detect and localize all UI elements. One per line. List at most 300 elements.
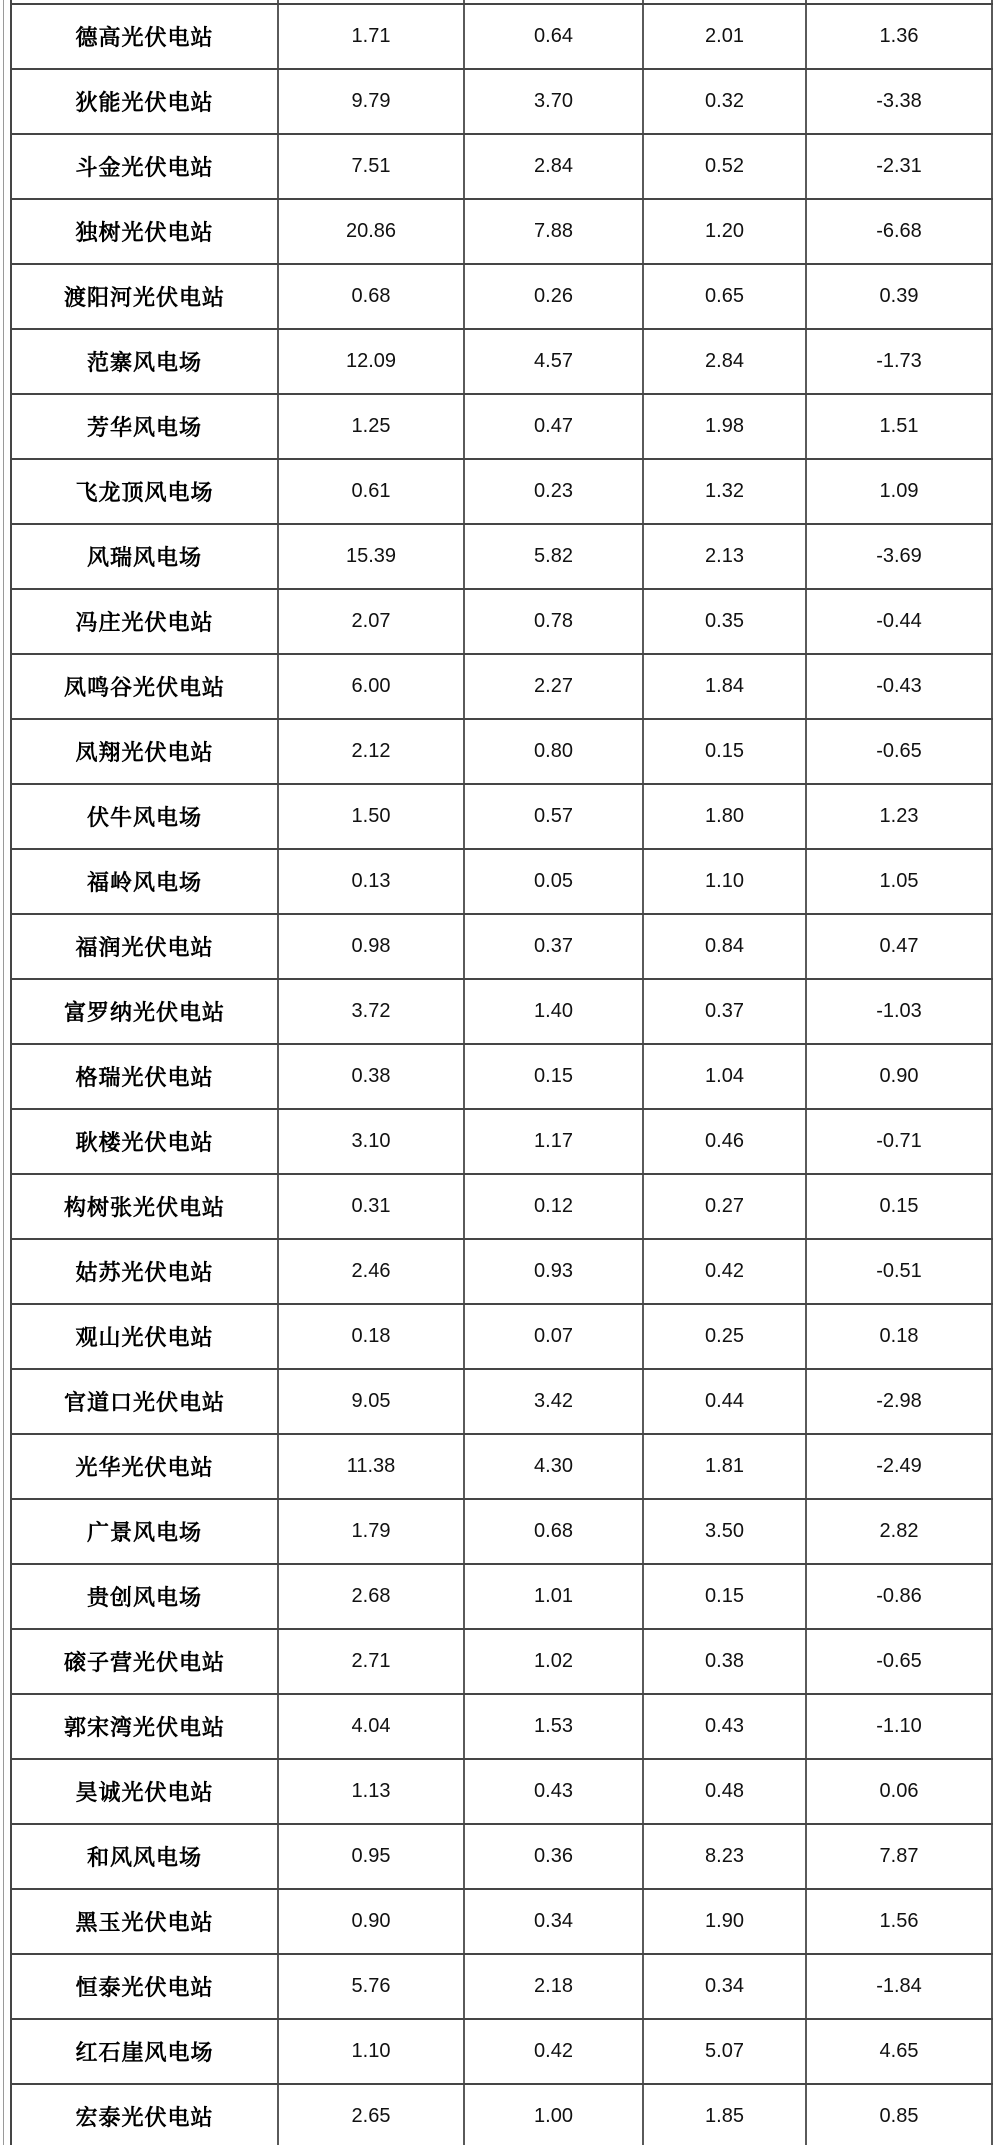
station-name-cell: 富罗纳光伏电站 bbox=[12, 980, 279, 1043]
value-cell bbox=[807, 0, 993, 3]
value-cell bbox=[807, 720, 993, 783]
value-text: 0.35 bbox=[705, 610, 744, 632]
station-name-cell: 观山光伏电站 bbox=[12, 1305, 279, 1368]
value-text: 0.32 bbox=[705, 90, 744, 112]
value-text: 0.34 bbox=[705, 1975, 744, 1997]
station-name-cell: 恒泰光伏电站 bbox=[12, 1955, 279, 2018]
value-text: 2.12 bbox=[351, 740, 391, 762]
value-cell bbox=[644, 655, 807, 718]
value-cell bbox=[807, 850, 993, 913]
value-text: 1.56 bbox=[879, 1910, 919, 1932]
value-cell bbox=[644, 785, 807, 848]
station-name-cell: 斗金光伏电站 bbox=[12, 135, 279, 198]
station-name-cell: 风瑞风电场 bbox=[12, 525, 279, 588]
value-text: 0.26 bbox=[534, 285, 573, 307]
value-text: 4.30 bbox=[534, 1455, 573, 1477]
value-text: 12.09 bbox=[345, 350, 397, 372]
table-row bbox=[12, 1175, 993, 1240]
value-text: 1.17 bbox=[534, 1130, 573, 1152]
station-name-cell: 宏泰光伏电站 bbox=[12, 2085, 279, 2145]
value-cell bbox=[279, 1045, 465, 1108]
value-cell bbox=[279, 720, 465, 783]
value-text: 1.23 bbox=[879, 805, 919, 827]
value-cell bbox=[465, 850, 644, 913]
value-text: 5.82 bbox=[534, 545, 573, 567]
value-cell bbox=[644, 460, 807, 523]
value-text: 0.39 bbox=[879, 285, 919, 307]
station-name-cell: 官道口光伏电站 bbox=[12, 1370, 279, 1433]
value-text: 0.42 bbox=[705, 1260, 744, 1282]
table-row bbox=[12, 590, 993, 655]
value-text: 1.40 bbox=[534, 1000, 573, 1022]
value-text: 0.15 bbox=[879, 1195, 919, 1217]
value-cell bbox=[465, 200, 644, 263]
table-row bbox=[12, 2020, 993, 2085]
value-text: 0.06 bbox=[879, 1780, 919, 1802]
value-text: 3.10 bbox=[351, 1130, 391, 1152]
station-data-table bbox=[10, 0, 993, 2145]
value-text: -0.44 bbox=[876, 610, 922, 632]
value-cell bbox=[279, 1760, 465, 1823]
value-cell bbox=[807, 1630, 993, 1693]
table-row bbox=[12, 915, 993, 980]
value-text: -3.38 bbox=[876, 90, 922, 112]
value-text: 0.15 bbox=[705, 1585, 744, 1607]
value-cell bbox=[807, 1695, 993, 1758]
value-text: 7.88 bbox=[534, 220, 573, 242]
value-cell bbox=[465, 135, 644, 198]
station-name-cell: 光华光伏电站 bbox=[12, 1435, 279, 1498]
value-cell bbox=[644, 330, 807, 393]
value-text: 1.51 bbox=[879, 415, 919, 437]
value-text: 0.68 bbox=[351, 285, 391, 307]
value-text: 0.18 bbox=[351, 1325, 391, 1347]
table-row bbox=[12, 70, 993, 135]
value-cell bbox=[807, 1370, 993, 1433]
value-cell bbox=[807, 590, 993, 653]
value-text: 0.31 bbox=[351, 1195, 391, 1217]
value-cell bbox=[279, 525, 465, 588]
value-text: 0.95 bbox=[351, 1845, 391, 1867]
table-row bbox=[12, 1240, 993, 1305]
value-text: 1.80 bbox=[705, 805, 744, 827]
value-cell bbox=[807, 525, 993, 588]
value-text: 0.68 bbox=[534, 1520, 573, 1542]
table-row bbox=[12, 1955, 993, 2020]
value-cell bbox=[807, 1890, 993, 1953]
value-text: 2.71 bbox=[351, 1650, 391, 1672]
value-cell bbox=[465, 785, 644, 848]
value-text: 0.47 bbox=[879, 935, 919, 957]
value-cell bbox=[465, 2020, 644, 2083]
value-cell bbox=[465, 1045, 644, 1108]
value-text: -2.49 bbox=[876, 1455, 922, 1477]
value-text: 0.15 bbox=[534, 1065, 573, 1087]
value-cell bbox=[807, 1110, 993, 1173]
value-cell bbox=[807, 785, 993, 848]
value-cell bbox=[465, 525, 644, 588]
value-cell bbox=[279, 1630, 465, 1693]
station-name-cell: 芳华风电场 bbox=[12, 395, 279, 458]
value-text: 1.05 bbox=[879, 870, 919, 892]
value-text: 2.84 bbox=[534, 155, 573, 177]
station-name-cell: 冯庄光伏电站 bbox=[12, 590, 279, 653]
value-cell bbox=[807, 200, 993, 263]
value-text: 0.38 bbox=[351, 1065, 391, 1087]
value-text: -1.03 bbox=[876, 1000, 922, 1022]
value-cell bbox=[807, 135, 993, 198]
value-cell bbox=[644, 1565, 807, 1628]
value-cell bbox=[465, 720, 644, 783]
value-cell bbox=[807, 70, 993, 133]
value-cell bbox=[644, 135, 807, 198]
value-cell bbox=[644, 5, 807, 68]
value-text: 2.01 bbox=[705, 25, 744, 47]
value-cell bbox=[279, 70, 465, 133]
value-cell bbox=[279, 1110, 465, 1173]
value-text: 0.36 bbox=[534, 1845, 573, 1867]
value-cell bbox=[807, 980, 993, 1043]
table-row bbox=[12, 980, 993, 1045]
value-text: 0.13 bbox=[351, 870, 391, 892]
station-name-cell: 广景风电场 bbox=[12, 1500, 279, 1563]
value-cell bbox=[807, 655, 993, 718]
table-row bbox=[12, 5, 993, 70]
value-cell bbox=[644, 590, 807, 653]
value-cell bbox=[465, 1630, 644, 1693]
value-cell bbox=[279, 395, 465, 458]
value-cell bbox=[644, 265, 807, 328]
value-cell bbox=[644, 2085, 807, 2145]
value-cell bbox=[465, 0, 644, 3]
station-name-cell: 构树张光伏电站 bbox=[12, 1175, 279, 1238]
station-name-cell: 和风风电场 bbox=[12, 1825, 279, 1888]
value-text: 2.68 bbox=[351, 1585, 391, 1607]
value-text: 1.79 bbox=[351, 1520, 391, 1542]
value-text: 0.90 bbox=[879, 1065, 919, 1087]
value-cell bbox=[807, 1240, 993, 1303]
value-text: -1.84 bbox=[876, 1975, 922, 1997]
value-cell bbox=[644, 720, 807, 783]
value-cell bbox=[807, 2020, 993, 2083]
table-row bbox=[12, 2085, 993, 2145]
value-cell bbox=[279, 460, 465, 523]
value-cell bbox=[644, 1435, 807, 1498]
value-cell bbox=[807, 1435, 993, 1498]
value-cell bbox=[279, 1890, 465, 1953]
value-cell bbox=[279, 265, 465, 328]
value-cell bbox=[465, 915, 644, 978]
value-text: 1.10 bbox=[705, 870, 744, 892]
station-name-cell: 耿楼光伏电站 bbox=[12, 1110, 279, 1173]
value-text: -0.65 bbox=[876, 740, 922, 762]
station-name-cell: 狄能光伏电站 bbox=[12, 70, 279, 133]
value-cell bbox=[644, 200, 807, 263]
value-cell bbox=[279, 1370, 465, 1433]
value-cell bbox=[644, 2020, 807, 2083]
value-cell bbox=[644, 525, 807, 588]
value-text: 0.37 bbox=[705, 1000, 744, 1022]
value-cell bbox=[644, 850, 807, 913]
value-cell bbox=[279, 1175, 465, 1238]
value-text: 1.71 bbox=[351, 25, 391, 47]
value-text: 0.27 bbox=[705, 1195, 744, 1217]
value-text: 3.70 bbox=[534, 90, 573, 112]
value-cell bbox=[644, 70, 807, 133]
value-cell bbox=[465, 265, 644, 328]
value-cell bbox=[807, 1825, 993, 1888]
value-text: 3.72 bbox=[351, 1000, 391, 1022]
value-text: 0.25 bbox=[705, 1325, 744, 1347]
value-text: 3.50 bbox=[705, 1520, 744, 1542]
value-cell bbox=[465, 1500, 644, 1563]
table-row bbox=[12, 1045, 993, 1110]
value-cell bbox=[465, 1825, 644, 1888]
value-cell bbox=[465, 1955, 644, 2018]
table-row bbox=[12, 1500, 993, 1565]
value-text: -2.98 bbox=[876, 1390, 922, 1412]
value-text: 0.15 bbox=[705, 740, 744, 762]
table-row bbox=[12, 265, 993, 330]
value-text: 20.86 bbox=[345, 220, 397, 242]
value-text: 0.44 bbox=[705, 1390, 744, 1412]
value-cell bbox=[807, 330, 993, 393]
value-cell bbox=[644, 1760, 807, 1823]
value-text: 0.57 bbox=[534, 805, 573, 827]
value-cell bbox=[279, 980, 465, 1043]
value-text: 0.48 bbox=[705, 1780, 744, 1802]
value-text: -0.71 bbox=[876, 1130, 922, 1152]
value-cell bbox=[465, 655, 644, 718]
value-cell bbox=[465, 1370, 644, 1433]
value-cell bbox=[807, 2085, 993, 2145]
value-cell bbox=[644, 1370, 807, 1433]
station-name-cell: 磙子营光伏电站 bbox=[12, 1630, 279, 1693]
table-row bbox=[12, 1370, 993, 1435]
table-row bbox=[12, 135, 993, 200]
value-cell bbox=[807, 1565, 993, 1628]
value-cell bbox=[279, 590, 465, 653]
station-name-cell: 格瑞光伏电站 bbox=[12, 1045, 279, 1108]
value-text: 1.10 bbox=[351, 2040, 391, 2062]
value-text: -3.69 bbox=[876, 545, 922, 567]
value-cell bbox=[279, 1500, 465, 1563]
value-cell bbox=[465, 1175, 644, 1238]
value-text: 1.01 bbox=[534, 1585, 573, 1607]
value-cell bbox=[644, 395, 807, 458]
value-cell bbox=[279, 1565, 465, 1628]
value-text: 2.27 bbox=[534, 675, 573, 697]
sheet-edge-line bbox=[3, 0, 4, 2145]
value-cell bbox=[279, 1695, 465, 1758]
value-text: 1.32 bbox=[705, 480, 744, 502]
value-text: 1.90 bbox=[705, 1910, 744, 1932]
value-text: 7.51 bbox=[351, 155, 391, 177]
table-row bbox=[12, 1565, 993, 1630]
value-cell bbox=[279, 1305, 465, 1368]
value-text: 2.65 bbox=[351, 2105, 391, 2127]
value-cell bbox=[279, 330, 465, 393]
value-cell bbox=[279, 0, 465, 3]
value-text: 6.00 bbox=[351, 675, 391, 697]
value-text: 1.09 bbox=[879, 480, 919, 502]
table-row bbox=[12, 330, 993, 395]
value-cell bbox=[279, 200, 465, 263]
value-cell bbox=[807, 1955, 993, 2018]
value-cell bbox=[807, 915, 993, 978]
station-name-cell bbox=[12, 0, 279, 3]
value-cell bbox=[644, 1175, 807, 1238]
value-text: 0.18 bbox=[879, 1325, 919, 1347]
value-cell bbox=[465, 330, 644, 393]
value-text: 9.05 bbox=[351, 1390, 391, 1412]
value-cell bbox=[807, 1500, 993, 1563]
value-cell bbox=[279, 655, 465, 718]
table-row bbox=[12, 1305, 993, 1370]
station-name-cell: 郭宋湾光伏电站 bbox=[12, 1695, 279, 1758]
station-name-cell: 福润光伏电站 bbox=[12, 915, 279, 978]
value-text: 1.84 bbox=[705, 675, 744, 697]
value-cell bbox=[644, 0, 807, 3]
value-cell bbox=[644, 1240, 807, 1303]
value-text: 15.39 bbox=[345, 545, 397, 567]
value-text: 4.04 bbox=[351, 1715, 391, 1737]
value-text: 7.87 bbox=[879, 1845, 919, 1867]
table-row bbox=[12, 1760, 993, 1825]
table-body bbox=[12, 5, 993, 2145]
station-name-cell: 姑苏光伏电站 bbox=[12, 1240, 279, 1303]
value-cell bbox=[644, 1500, 807, 1563]
value-cell bbox=[807, 1175, 993, 1238]
value-text: 2.07 bbox=[351, 610, 391, 632]
value-text: 0.07 bbox=[534, 1325, 573, 1347]
value-text: 2.13 bbox=[705, 545, 744, 567]
value-text: 0.37 bbox=[534, 935, 573, 957]
value-cell bbox=[644, 1110, 807, 1173]
value-text: 11.38 bbox=[346, 1455, 396, 1477]
value-text: 1.13 bbox=[351, 1780, 391, 1802]
table-row bbox=[12, 1890, 993, 1955]
station-name-cell: 渡阳河光伏电站 bbox=[12, 265, 279, 328]
value-cell bbox=[807, 1305, 993, 1368]
value-cell bbox=[644, 1955, 807, 2018]
value-text: 2.84 bbox=[705, 350, 744, 372]
value-text: -0.86 bbox=[876, 1585, 922, 1607]
value-cell bbox=[279, 1825, 465, 1888]
value-text: 0.05 bbox=[534, 870, 573, 892]
value-text: 0.43 bbox=[534, 1780, 573, 1802]
table-row bbox=[12, 525, 993, 590]
value-text: 0.12 bbox=[534, 1195, 573, 1217]
value-text: 1.20 bbox=[705, 220, 744, 242]
value-cell bbox=[279, 1435, 465, 1498]
value-text: -2.31 bbox=[876, 155, 922, 177]
table-row bbox=[12, 1110, 993, 1175]
value-cell bbox=[465, 2085, 644, 2145]
table-row bbox=[12, 395, 993, 460]
value-text: 0.38 bbox=[705, 1650, 744, 1672]
table-row bbox=[12, 1825, 993, 1890]
value-text: 1.50 bbox=[351, 805, 391, 827]
value-text: 0.65 bbox=[705, 285, 744, 307]
value-cell bbox=[279, 850, 465, 913]
value-text: 0.85 bbox=[879, 2105, 919, 2127]
value-cell bbox=[465, 1695, 644, 1758]
station-name-cell: 昊诚光伏电站 bbox=[12, 1760, 279, 1823]
value-text: 1.98 bbox=[705, 415, 744, 437]
value-cell bbox=[279, 2085, 465, 2145]
value-cell bbox=[465, 1760, 644, 1823]
station-name-cell: 凤翔光伏电站 bbox=[12, 720, 279, 783]
value-text: 1.04 bbox=[705, 1065, 744, 1087]
value-cell bbox=[465, 70, 644, 133]
value-cell bbox=[807, 1760, 993, 1823]
value-cell bbox=[644, 980, 807, 1043]
value-text: 1.85 bbox=[705, 2105, 744, 2127]
value-cell bbox=[644, 1305, 807, 1368]
table-row bbox=[12, 850, 993, 915]
value-text: 2.82 bbox=[879, 1520, 919, 1542]
value-cell bbox=[465, 460, 644, 523]
value-text: -0.51 bbox=[876, 1260, 922, 1282]
table-row bbox=[12, 460, 993, 525]
value-text: 0.47 bbox=[534, 415, 573, 437]
value-cell bbox=[279, 5, 465, 68]
value-cell bbox=[644, 1695, 807, 1758]
value-cell bbox=[465, 1435, 644, 1498]
value-text: -1.73 bbox=[876, 350, 922, 372]
value-text: 0.52 bbox=[705, 155, 744, 177]
value-cell bbox=[465, 1305, 644, 1368]
value-text: -0.43 bbox=[876, 675, 922, 697]
value-text: 4.57 bbox=[534, 350, 573, 372]
value-text: 0.61 bbox=[351, 480, 391, 502]
value-text: 9.79 bbox=[351, 90, 391, 112]
table-row bbox=[12, 1630, 993, 1695]
value-cell bbox=[465, 1110, 644, 1173]
value-cell bbox=[465, 5, 644, 68]
station-name-cell: 飞龙顶风电场 bbox=[12, 460, 279, 523]
value-cell bbox=[279, 785, 465, 848]
value-text: 0.78 bbox=[534, 610, 573, 632]
table-row bbox=[12, 1435, 993, 1500]
value-cell bbox=[465, 1240, 644, 1303]
value-text: 1.00 bbox=[534, 2105, 573, 2127]
value-text: 0.93 bbox=[534, 1260, 573, 1282]
value-text: 0.34 bbox=[534, 1910, 573, 1932]
value-cell bbox=[279, 1240, 465, 1303]
value-text: 1.02 bbox=[534, 1650, 573, 1672]
value-text: 0.98 bbox=[351, 935, 391, 957]
value-cell bbox=[465, 1565, 644, 1628]
value-text: 0.46 bbox=[705, 1130, 744, 1152]
value-cell bbox=[644, 1045, 807, 1108]
station-name-cell: 福岭风电场 bbox=[12, 850, 279, 913]
station-name-cell: 伏牛风电场 bbox=[12, 785, 279, 848]
value-cell bbox=[279, 915, 465, 978]
value-cell bbox=[807, 1045, 993, 1108]
value-text: 8.23 bbox=[705, 1845, 744, 1867]
station-name-cell: 黑玉光伏电站 bbox=[12, 1890, 279, 1953]
station-name-cell: 独树光伏电站 bbox=[12, 200, 279, 263]
station-name-cell: 范寨风电场 bbox=[12, 330, 279, 393]
value-cell bbox=[644, 1825, 807, 1888]
value-text: 0.90 bbox=[351, 1910, 391, 1932]
value-cell bbox=[807, 395, 993, 458]
table-row bbox=[12, 1695, 993, 1760]
station-name-cell: 凤鸣谷光伏电站 bbox=[12, 655, 279, 718]
value-text: 0.64 bbox=[534, 25, 573, 47]
